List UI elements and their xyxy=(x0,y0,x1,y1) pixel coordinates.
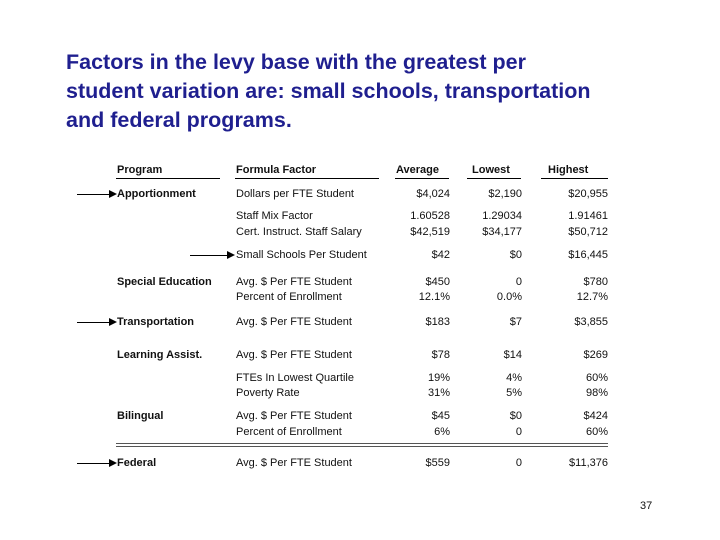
lowest-value: 1.29034 xyxy=(482,210,522,222)
arrow-apportionment-icon xyxy=(77,194,115,195)
highest-value: 60% xyxy=(585,426,608,438)
lowest-value: $2,190 xyxy=(488,188,522,200)
program-label: Transportation xyxy=(117,316,195,328)
formula-factor: FTEs In Lowest Quartile xyxy=(236,372,354,384)
header-underline-average xyxy=(395,178,449,179)
header-formula-factor: Formula Factor xyxy=(236,164,317,176)
lowest-value: 5% xyxy=(506,387,522,399)
lowest-value: 0 xyxy=(515,457,522,469)
formula-factor: Avg. $ Per FTE Student xyxy=(236,276,352,288)
formula-factor: Cert. Instruct. Staff Salary xyxy=(236,226,362,238)
highest-value: 12.7% xyxy=(576,291,608,303)
header-underline-program xyxy=(116,178,220,179)
header-lowest: Lowest xyxy=(472,164,510,176)
highest-value: $11,376 xyxy=(569,457,608,469)
slide-title-line-2: student variation are: small schools, transportation xyxy=(66,79,591,103)
lowest-value: 0 xyxy=(515,426,522,438)
arrow-federal-icon xyxy=(77,463,115,464)
highest-value: $50,712 xyxy=(568,226,608,238)
average-value: $450 xyxy=(425,276,450,288)
lowest-value: $0 xyxy=(509,249,522,261)
formula-factor: Small Schools Per Student xyxy=(236,249,367,261)
average-value: 1.60528 xyxy=(410,210,450,222)
average-value: $42,519 xyxy=(410,226,450,238)
page-number: 37 xyxy=(640,500,653,512)
arrow-small-schools-icon xyxy=(190,255,233,256)
average-value: $183 xyxy=(425,316,450,328)
average-value: 31% xyxy=(427,387,450,399)
header-highest: Highest xyxy=(548,164,589,176)
header-underline-lowest xyxy=(467,178,521,179)
highest-value: $780 xyxy=(583,276,608,288)
formula-factor: Avg. $ Per FTE Student xyxy=(236,349,352,361)
average-value: $42 xyxy=(431,249,450,261)
program-label: Learning Assist. xyxy=(117,349,203,361)
average-value: 6% xyxy=(434,426,450,438)
header-average: Average xyxy=(396,164,440,176)
highest-value: $424 xyxy=(583,410,608,422)
average-value: $4,024 xyxy=(416,188,450,200)
slide-title xyxy=(66,48,686,135)
formula-factor: Avg. $ Per FTE Student xyxy=(236,316,352,328)
highest-value: $3,855 xyxy=(574,316,608,328)
formula-factor: Dollars per FTE Student xyxy=(236,188,354,200)
average-value: $78 xyxy=(431,349,450,361)
arrow-transportation-icon xyxy=(77,322,115,323)
highest-value: 60% xyxy=(585,372,608,384)
lowest-value: 0.0% xyxy=(496,291,522,303)
lowest-value: $7 xyxy=(509,316,522,328)
average-value: $45 xyxy=(431,410,450,422)
lowest-value: $34,177 xyxy=(482,226,522,238)
highest-value: $20,955 xyxy=(568,188,608,200)
average-value: $559 xyxy=(425,457,450,469)
lowest-value: $0 xyxy=(509,410,522,422)
highest-value: $269 xyxy=(583,349,608,361)
highest-value: 1.91461 xyxy=(568,210,608,222)
lowest-value: 4% xyxy=(506,372,522,384)
slide-title-line-3: and federal programs. xyxy=(66,108,292,132)
lowest-value: 0 xyxy=(515,276,522,288)
formula-factor: Percent of Enrollment xyxy=(236,291,342,303)
program-label: Special Education xyxy=(117,276,212,288)
lowest-value: $14 xyxy=(503,349,522,361)
average-value: 12.1% xyxy=(418,291,450,303)
formula-factor: Percent of Enrollment xyxy=(236,426,342,438)
formula-factor: Poverty Rate xyxy=(236,387,300,399)
header-underline-formula xyxy=(235,178,379,179)
highest-value: $16,445 xyxy=(568,249,608,261)
average-value: 19% xyxy=(427,372,450,384)
formula-factor: Staff Mix Factor xyxy=(236,210,313,222)
slide-title-line-1: Factors in the levy base with the greatest per xyxy=(66,50,527,74)
formula-factor: Avg. $ Per FTE Student xyxy=(236,410,352,422)
header-program: Program xyxy=(117,164,163,176)
highest-value: 98% xyxy=(585,387,608,399)
program-label: Apportionment xyxy=(117,188,196,200)
header-underline-highest xyxy=(541,178,608,179)
program-label: Bilingual xyxy=(117,410,164,422)
formula-factor: Avg. $ Per FTE Student xyxy=(236,457,352,469)
program-label: Federal xyxy=(117,457,157,469)
